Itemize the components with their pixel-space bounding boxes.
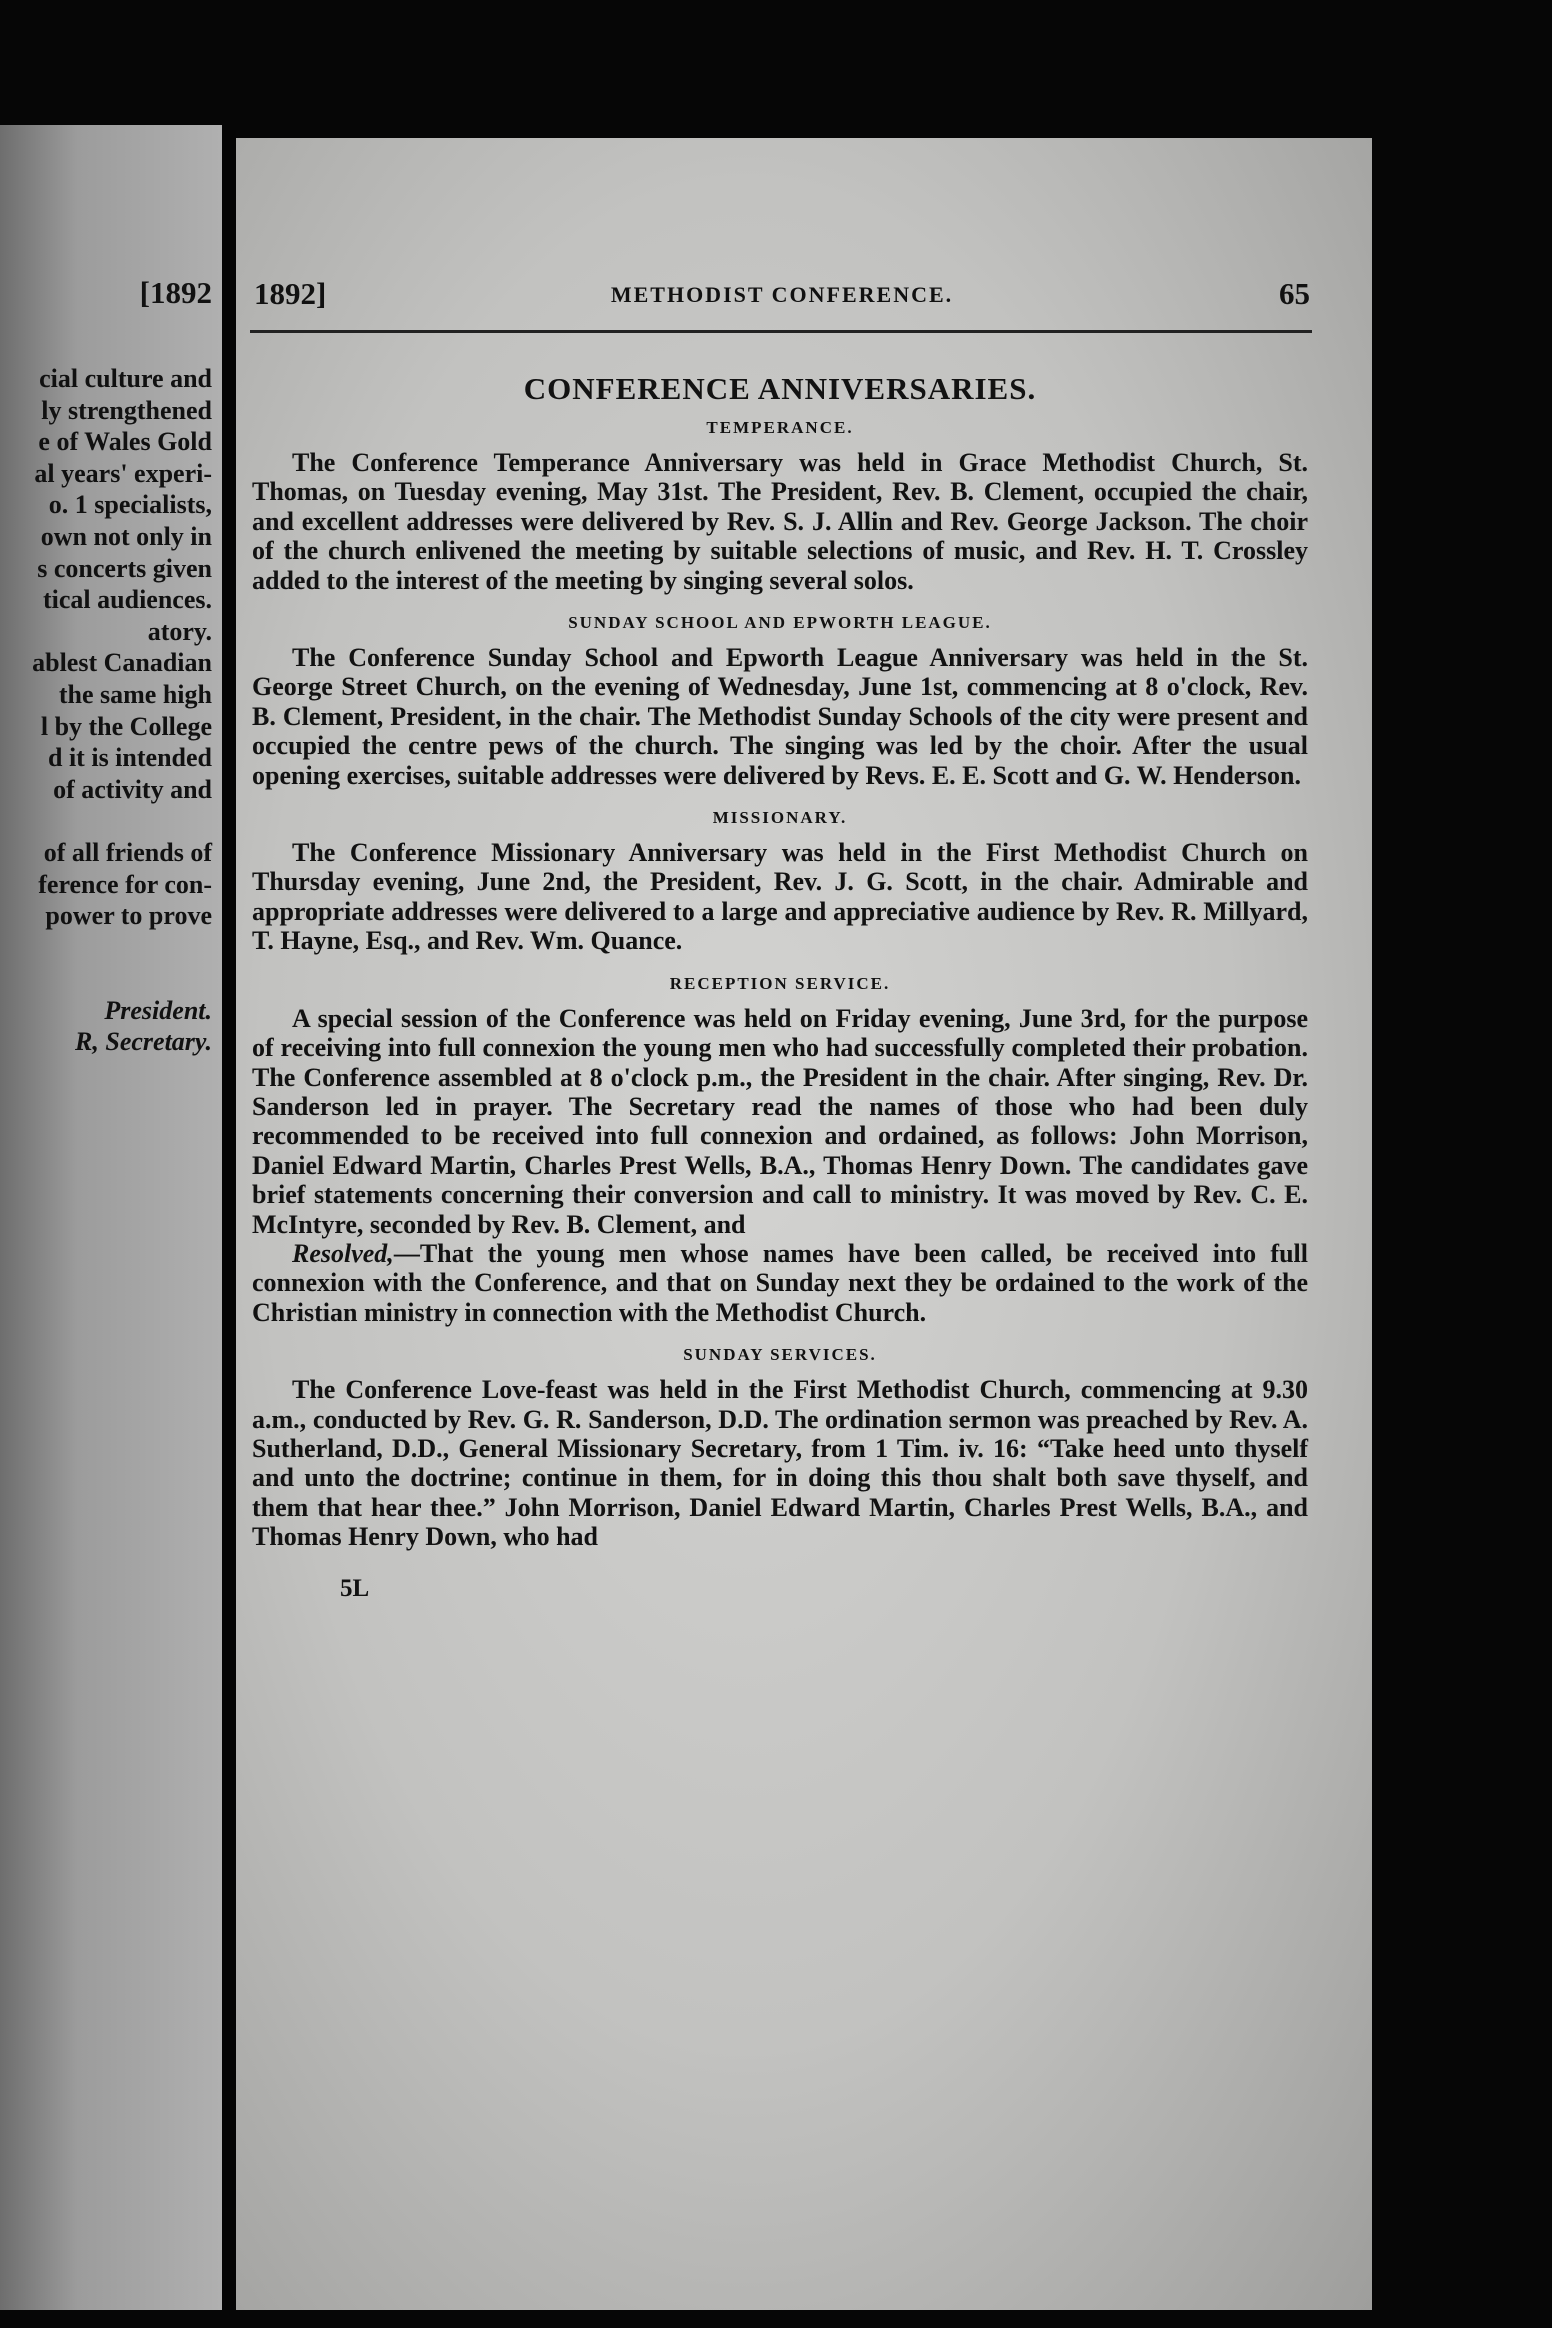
folio-signature: 5L: [340, 1574, 370, 1602]
section-heading-reception-service: RECEPTION SERVICE.: [669, 973, 891, 993]
page-body: [252, 370, 1308, 1603]
left-line: ly strengthened: [41, 395, 212, 425]
left-line: cial culture and: [39, 364, 212, 393]
left-line: tical audiences.: [43, 585, 212, 615]
paragraph-reception-service: A special session of the Conference was held on Friday evening, June 3rd, for the purpose of receiving into full connexion the young men who had successfully completed their probation. The Conference assembled at 8 o'clock p.m., the President in the chair. After singing, Rev. Dr. Sanderson led in prayer. The Secretary read the names of those who had been duly recommended to be received into full connexion and ordained, as follows: John Morrison, Daniel Edward Martin, Charles Prest Wells, B.A., Thomas Henry Down. The candidates gave brief statements concerning their conversion and call to ministry. It was moved by Rev. C. E. McIntyre, seconded by Rev. B. Clement, and: [252, 1003, 1308, 1239]
section-heading-temperance: TEMPERANCE.: [706, 418, 854, 437]
left-line: [0, 963, 212, 995]
resolution-lead: Resolved,: [292, 1238, 394, 1268]
left-line: [0, 805, 212, 837]
running-head: [254, 276, 1310, 316]
left-line: s concerts given: [37, 553, 212, 583]
paragraph-sunday-services: The Conference Love-feast was held in the First Methodist Church, commencing at 9.30 a.m., conducted by Rev. G. R. Sanderson, D.D. The ordination sermon was preached by Rev. A. Sutherland, D.D., General Missionary Secretary, from 1 Tim. iv. 16: “Take heed unto thyself and unto the doctrine; continue in them, for in doing this thou shalt both save thyself, and them that hear thee.” John Morrison, Daniel Edward Martin, Charles Prest Wells, B.A., and Thomas Henry Down, who had: [252, 1375, 1308, 1552]
left-line: ference for con-: [38, 869, 212, 899]
paragraph-sunday-school: The Conference Sunday School and Epworth League Anniversary was held in the St. George Street Church, on the evening of Wednesday, June 1st, commencing at 8 o'clock, Rev. B. Clement, President, in the chair. The Methodist Sunday Schools of the city were present and occupied the centre pews of the church. The singing was led by the choir. After the usual opening exercises, suitable addresses were delivered by Revs. E. E. Scott and G. W. Henderson.: [252, 643, 1308, 790]
left-signature-secretary: R, Secretary.: [75, 1027, 212, 1057]
running-head-year: 1892]: [254, 276, 327, 311]
paragraph-resolution: [252, 1239, 1308, 1327]
resolution-text: —That the young men whose names have been called, be received into full connexion with the Conference, and that on Sunday next they be ordained to the work of the Christian ministry in connection with the Methodist Church.: [252, 1238, 1308, 1327]
left-page-fragment: [0, 125, 222, 2310]
left-line: o. 1 specialists,: [48, 490, 212, 520]
left-line: the same high: [58, 679, 212, 709]
left-signature-president: President.: [104, 995, 212, 1025]
left-line: own not only in: [40, 521, 212, 551]
left-line: of all friends of: [43, 837, 212, 867]
left-line: atory.: [147, 616, 212, 646]
left-line: l by the College: [40, 711, 212, 741]
running-head-title: METHODIST CONFERENCE.: [610, 282, 954, 307]
left-line: of activity and: [53, 774, 212, 804]
left-line: al years' experi-: [34, 458, 212, 488]
left-line: d it is intended: [48, 743, 212, 773]
page-number: 65: [1279, 276, 1310, 311]
left-line: [0, 932, 212, 964]
section-heading-sunday-services: SUNDAY SERVICES.: [683, 1345, 877, 1365]
section-heading-missionary: MISSIONARY.: [712, 808, 848, 828]
left-line: ablest Canadian: [32, 648, 212, 678]
header-rule: [250, 330, 1312, 333]
left-line: e of Wales Gold: [38, 427, 212, 457]
right-page: [236, 138, 1372, 2310]
paragraph-missionary: The Conference Missionary Anniversary was held in the First Methodist Church on Thursday evening, June 2nd, the President, Rev. J. G. Scott, in the chair. Admirable and appropriate addresses were delivered to a large and appreciative audience by Rev. R. Millyard, T. Hayne, Esq., and Rev. Wm. Quance.: [252, 838, 1308, 956]
left-page-text: [0, 363, 212, 1058]
left-line: power to prove: [45, 901, 212, 931]
paragraph-temperance: The Conference Temperance Anniversary was held in Grace Methodist Church, St. Thomas, on Tuesday evening, May 31st. The President, Rev. B. Clement, occupied the chair, and excellent addresses were delivered by Rev. S. J. Allin and Rev. George Jackson. The choir of the church enlivened the meeting by suitable selections of music, and Rev. H. T. Crossley added to the interest of the meeting by singing several solos.: [252, 448, 1308, 595]
page-gutter: [222, 130, 236, 2310]
left-page-header: [1892: [139, 275, 212, 310]
section-heading-sunday-school: SUNDAY SCHOOL AND EPWORTH LEAGUE.: [568, 613, 992, 633]
page-title: CONFERENCE ANNIVERSARIES.: [523, 371, 1037, 406]
